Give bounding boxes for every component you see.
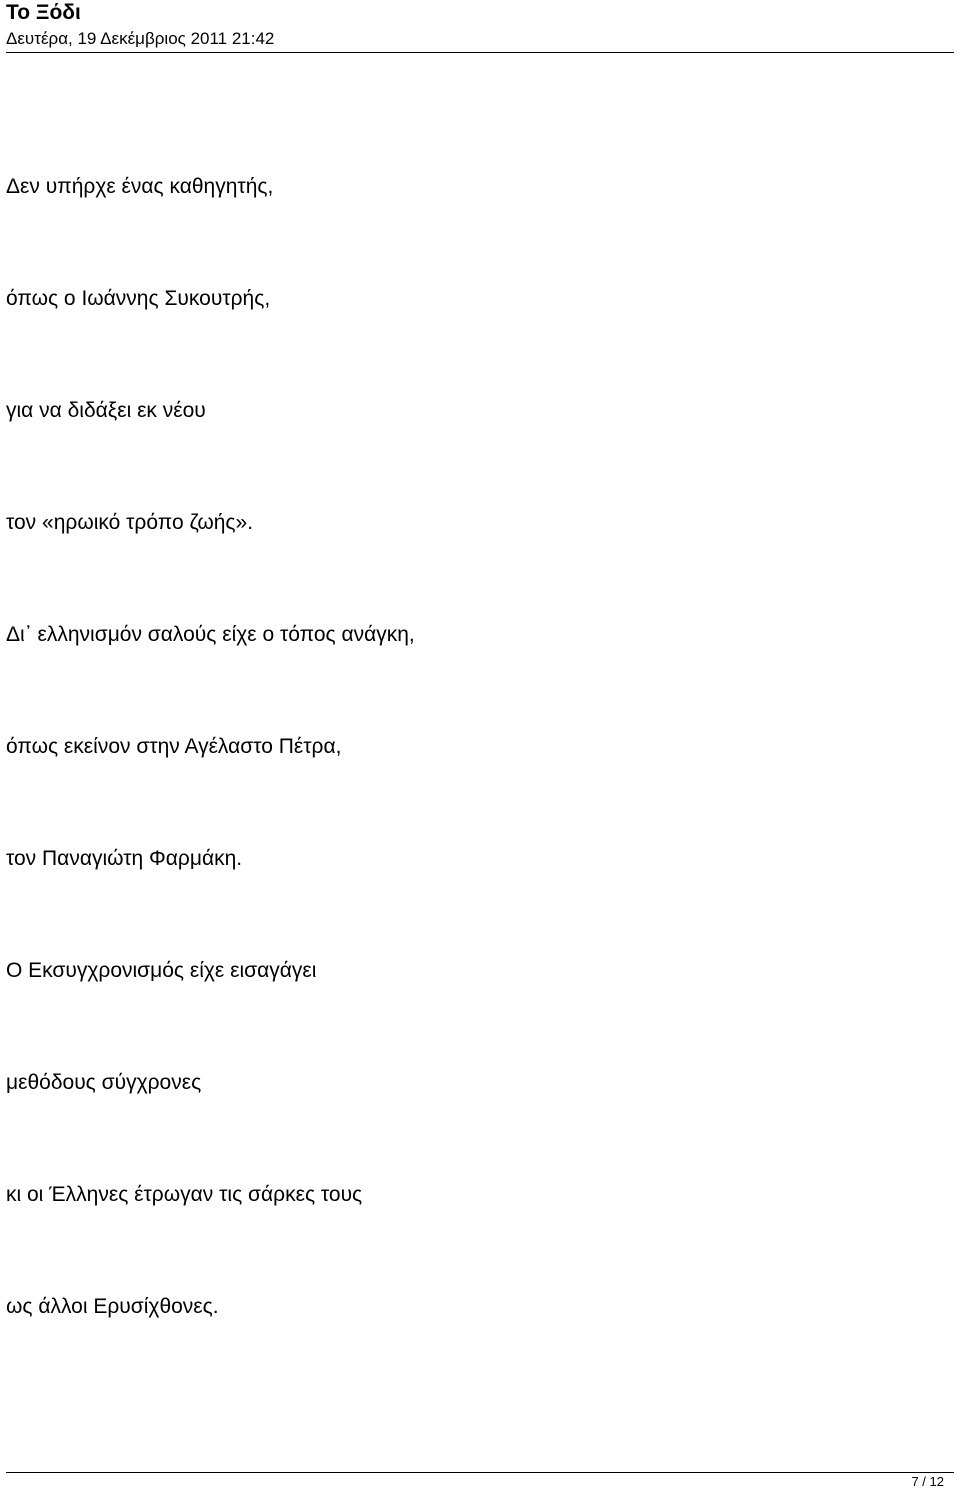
document-date: Δευτέρα, 19 Δεκέμβριος 2011 21:42 [6,29,275,48]
document-header [6,0,954,50]
poem-line: Δεν υπήρχε ένας καθηγητής, [6,175,274,198]
header-divider [6,52,954,53]
poem-line: μεθόδους σύγχρονες [6,1071,202,1094]
page-number: 7 / 12 [911,1474,944,1489]
poem-line: όπως ο Ιωάννης Συκουτρής, [6,287,271,310]
footer-divider [6,1472,954,1473]
poem-line: Δι᾽ ελληνισμόν σαλούς είχε ο τόπος ανάγκη, [6,623,415,646]
poem-line: όπως εκείνον στην Αγέλαστο Πέτρα, [6,735,342,758]
document-title: Το Ξόδι [6,1,81,24]
poem-line: ως άλλοι Ερυσίχθονες. [6,1295,219,1318]
poem-line: Ο Εκσυγχρονισμός είχε εισαγάγει [6,959,317,982]
poem-line: τον Παναγιώτη Φαρμάκη. [6,847,243,870]
poem-line: κι οι Έλληνες έτρωγαν τις σάρκες τους [6,1183,363,1206]
poem-line: τον «ηρωικό τρόπο ζωής». [6,511,254,534]
poem-line: για να διδάξει εκ νέου [6,399,206,422]
